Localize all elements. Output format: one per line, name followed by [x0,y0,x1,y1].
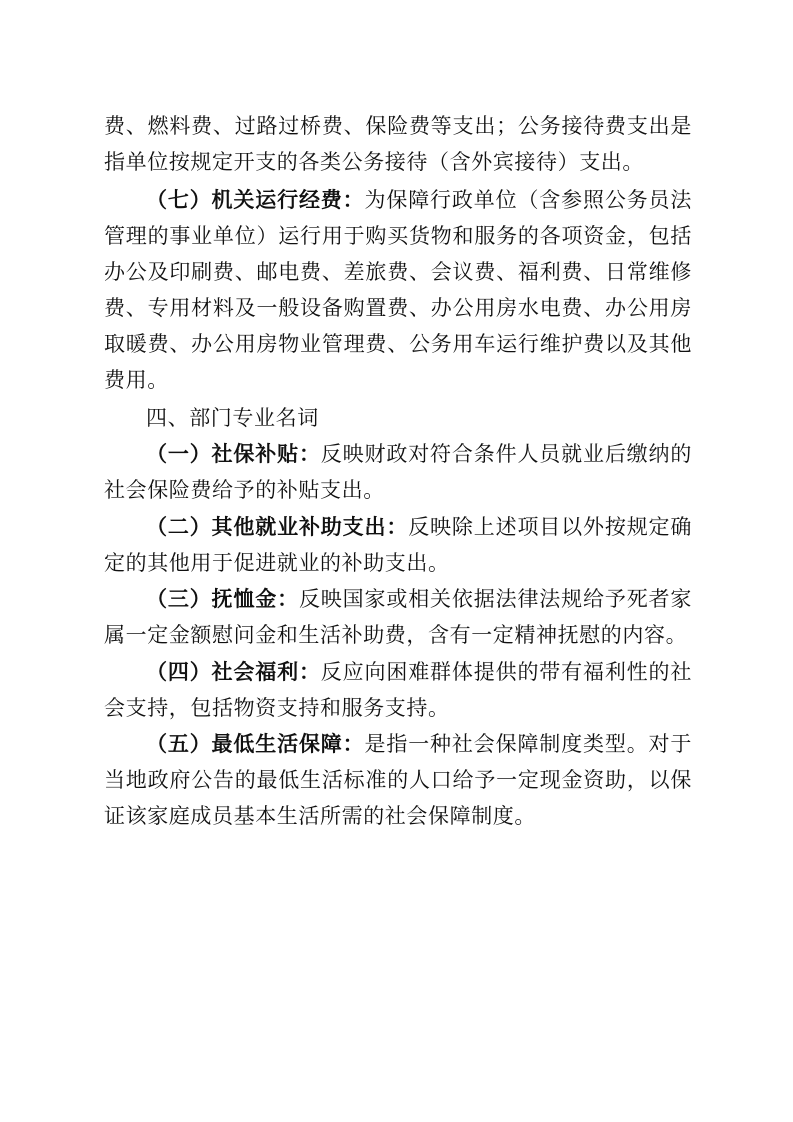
paragraph-continued [104,108,692,180]
term-label: （三）抚恤金： [146,587,299,611]
term-definition: 反映财政对符合条件人员就业后缴纳的社会保险费给予的补贴支出。 [104,442,692,502]
section-heading: 四、部门专业名词 [146,406,319,430]
paragraph-agency-operating-funds [104,182,692,398]
term-definition: 是指一种社会保障制度类型。对于当地政府公告的最低生活标准的人口给予一定现金资助，以保证该家庭成员基本生活所需的社会保障制度。 [104,732,692,828]
term-item-minimum-living-guarantee [104,726,692,834]
term-definition: 反映除上述项目以外按规定确定的其他用于促进就业的补助支出。 [104,514,692,575]
term-label: （五）最低生活保障： [146,732,365,756]
term-label: （二）其他就业补助支出： [146,514,409,539]
term-definition: 反应向困难群体提供的带有福利性的社会支持，包括物资支持和服务支持。 [104,659,692,720]
term-item-social-welfare [104,654,692,726]
term-label: （七）机关运行经费： [146,188,365,212]
term-label: （四）社会福利： [146,659,321,684]
term-item-pension [104,581,692,653]
term-definition: 为保障行政单位（含参照公务员法管理的事业单位）运行用于购买货物和服务的各项资金，包括办公及印刷费、邮电费、差旅费、会议费、福利费、日常维修费、专用材料及一般设备购置费、办公用房水电费、办公用房取暖费、办公用房物业管理费、公务用车运行维护费以及其他费用。 [104,188,692,392]
term-item-social-insurance-subsidy [104,436,692,508]
term-item-other-employment-subsidy [104,509,692,581]
term-label: （一）社保补贴： [146,442,321,466]
term-definition: 反映国家或相关依据法律法规给予死者家属一定金额慰问金和生活补助费，含有一定精神抚慰的内容。 [104,587,692,647]
document-body [104,108,692,835]
paragraph-text: 费、燃料费、过路过桥费、保险费等支出；公务接待费支出是指单位按规定开支的各类公务接待（含外宾接待）支出。 [104,114,692,174]
